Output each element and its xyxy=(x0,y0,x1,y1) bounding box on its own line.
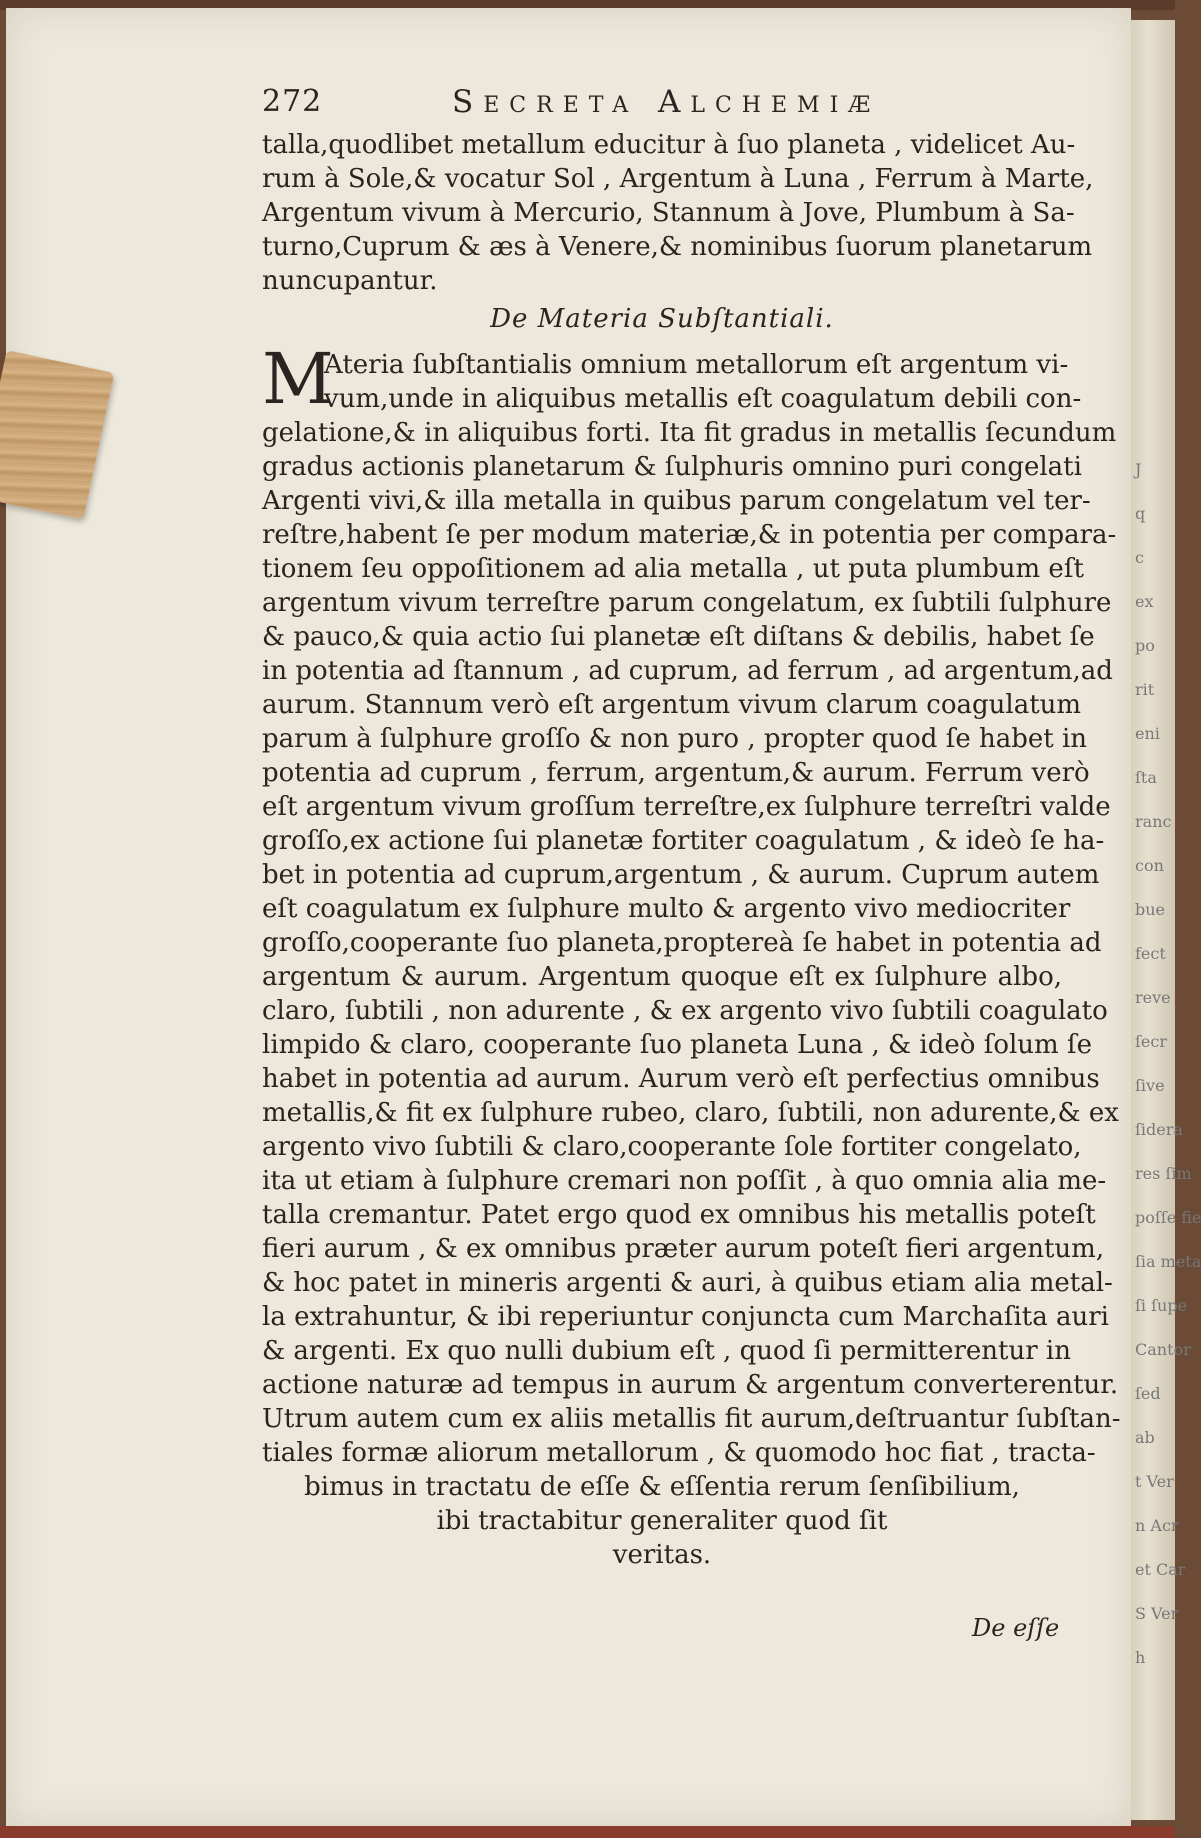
text-line: aurum. Stannum verò eſt argentum vivum clarum coagulatum xyxy=(262,690,1082,720)
facing-page-fragment: J xyxy=(1135,460,1142,479)
facing-page-fragment: et Car xyxy=(1135,1560,1186,1579)
facing-page-edge xyxy=(1131,20,1201,1820)
text-line: Utrum autem cum ex aliis metallis fit aurum,deſtruantur ſubſtan- xyxy=(262,1404,1121,1434)
facing-page-fragment: rit xyxy=(1135,680,1155,699)
text-line: gelatione,& in aliquibus forti. Ita fit gradus in metallis ſecundum xyxy=(262,418,1117,448)
closing-line: veritas. xyxy=(612,1540,712,1570)
text-line: groſſo,ex actione ſui planetæ fortiter coagulatum , & ideò ſe ha- xyxy=(262,826,1105,856)
facing-page-fragment: con xyxy=(1135,856,1164,875)
facing-page-fragment: c xyxy=(1135,548,1144,567)
text-line: eſt argentum vivum groſſum terreſtre,ex ſulphure terreſtri valde xyxy=(262,792,1111,822)
facing-page-fragment: q xyxy=(1135,504,1146,523)
facing-page-fragment: reve xyxy=(1135,988,1171,1007)
facing-page-fragment: ab xyxy=(1135,1428,1155,1447)
text-line: Argenti vivi,& illa metalla in quibus parum congelatum vel ter- xyxy=(262,486,1091,516)
facing-page-fragment: ex xyxy=(1135,592,1154,611)
closing-line: ibi tractabitur generaliter quod ſit xyxy=(436,1506,888,1536)
facing-page-fragment: res ſim xyxy=(1135,1164,1192,1183)
facing-page-fragment: bue xyxy=(1135,900,1166,919)
text-line: & pauco,& quia actio ſui planetæ eſt diſtans & debilis, habet ſe xyxy=(262,622,1095,652)
text-line: la extrahuntur, & ibi reperiuntur conjuncta cum Marchaſita auri xyxy=(262,1302,1109,1332)
text-line: parum à ſulphure groſſo & non puro , propter quod ſe habet in xyxy=(262,724,1088,754)
text-line: metallis,& fit ex ſulphure rubeo, claro, ſubtili, non adurente,& ex xyxy=(262,1098,1119,1128)
text-line: talla,quodlibet metallum educitur à ſuo planeta , videlicet Au- xyxy=(262,130,1076,160)
facing-page-fragment: t Ver xyxy=(1135,1472,1174,1491)
text-line: limpido & claro, cooperante ſuo planeta Luna , & ideò ſolum ſe xyxy=(262,1030,1092,1060)
text-line: eſt coagulatum ex ſulphure multo & argento vivo mediocriter xyxy=(262,894,1071,924)
running-title: Secreta Alchemiæ xyxy=(452,84,881,120)
main-paragraph xyxy=(262,338,1121,1572)
facing-page-fragment: ſta xyxy=(1135,768,1157,787)
text-line: reſtre,habent ſe per modum materiæ,& in potentia per compara- xyxy=(262,520,1117,550)
intro-paragraph xyxy=(262,128,1094,298)
text-line: & argenti. Ex quo nulli dubium eſt , quod ſi permitterentur in xyxy=(262,1336,1071,1366)
text-line: Argentum vivum à Mercurio, Stannum à Jove, Plumbum à Sa- xyxy=(262,198,1075,228)
facing-page-fragment: ſecr xyxy=(1135,1032,1167,1051)
catchword: De eſſe xyxy=(972,1614,1060,1642)
book-bottom-edge xyxy=(0,1826,1175,1838)
facing-page-fragment: S Ver xyxy=(1135,1604,1179,1623)
section-heading: De Materia Subſtantiali. xyxy=(490,304,834,334)
facing-page-fragment: ranc xyxy=(1135,812,1172,831)
page-number: 272 xyxy=(262,84,323,119)
facing-page-fragment: n Acr xyxy=(1135,1516,1179,1535)
facing-page-fragment: po xyxy=(1135,636,1155,655)
text-line: actione naturæ ad tempus in aurum & argentum converterentur. xyxy=(262,1370,1119,1400)
facing-page-fragment: h xyxy=(1135,1648,1146,1667)
closing-line: bimus in tractatu de eſſe & eſſentia rerum ſenſibilium, xyxy=(304,1472,1020,1502)
text-line: talla cremantur. Patet ergo quod ex omnibus his metallis poteſt xyxy=(262,1200,1096,1230)
page-header xyxy=(262,84,1082,124)
drop-cap: M xyxy=(262,338,334,420)
text-line: gradus actionis planetarum & ſulphuris omnino puri congelati xyxy=(262,452,1082,482)
text-line: bet in potentia ad cuprum,argentum , & aurum. Cuprum autem xyxy=(262,860,1100,890)
text-line: fieri aurum , & ex omnibus præter aurum poteſt fieri argentum, xyxy=(262,1234,1105,1264)
text-line: vum,unde in aliquibus metallis eſt coagulatum debili con- xyxy=(324,384,1082,414)
facing-page-fragment: eni xyxy=(1135,724,1160,743)
text-line: turno,Cuprum & æs à Venere,& nominibus ſuorum planetarum xyxy=(262,232,1093,262)
text-line: argentum & aurum. Argentum quoque eſt ex ſulphure albo, xyxy=(262,962,1062,992)
facing-page-fragment: ſia meta xyxy=(1135,1252,1201,1271)
text-line: nuncupantur. xyxy=(262,266,438,296)
text-line: argento vivo ſubtili & claro,cooperante ſole fortiter congelato, xyxy=(262,1132,1082,1162)
text-line: ita ut etiam à ſulphure cremari non poſſit , à quo omnia alia me- xyxy=(262,1166,1107,1196)
facing-page-fragment: ſive xyxy=(1135,1076,1165,1095)
facing-page-fragment: Cantor xyxy=(1135,1340,1191,1359)
text-line: claro, ſubtili , non adurente , & ex argento vivo ſubtili coagulato xyxy=(262,996,1108,1026)
text-line: groſſo,cooperante ſuo planeta,proptereà ſe habet in potentia ad xyxy=(262,928,1102,958)
text-line: & hoc patet in mineris argenti & auri, à quibus etiam alia metal- xyxy=(262,1268,1113,1298)
text-line: in potentia ad ſtannum , ad cuprum, ad ferrum , ad argentum,ad xyxy=(262,656,1113,686)
facing-page-fragment: ſi ſupe xyxy=(1135,1296,1188,1315)
text-line: rum à Sole,& vocatur Sol , Argentum à Luna , Ferrum à Marte, xyxy=(262,164,1094,194)
facing-page-fragment: fect xyxy=(1135,944,1166,963)
text-line: tionem ſeu oppoſitionem ad alia metalla , ut puta plumbum eſt xyxy=(262,554,1084,584)
facing-page-fragment: poſſe fie xyxy=(1135,1208,1201,1227)
text-line: habet in potentia ad aurum. Aurum verò eſt perfectius omnibus xyxy=(262,1064,1100,1094)
text-line: tiales formæ aliorum metallorum , & quomodo hoc fiat , tracta- xyxy=(262,1438,1096,1468)
facing-page-fragment: ſed xyxy=(1135,1384,1161,1403)
text-line: potentia ad cuprum , ferrum, argentum,& aurum. Ferrum verò xyxy=(262,758,1090,788)
text-line: Ateria ſubſtantialis omnium metallorum eſt argentum vi- xyxy=(324,350,1069,380)
text-line: argentum vivum terreſtre parum congelatum, ex ſubtili ſulphure xyxy=(262,588,1112,618)
facing-page-fragment: ſidera xyxy=(1135,1120,1183,1139)
